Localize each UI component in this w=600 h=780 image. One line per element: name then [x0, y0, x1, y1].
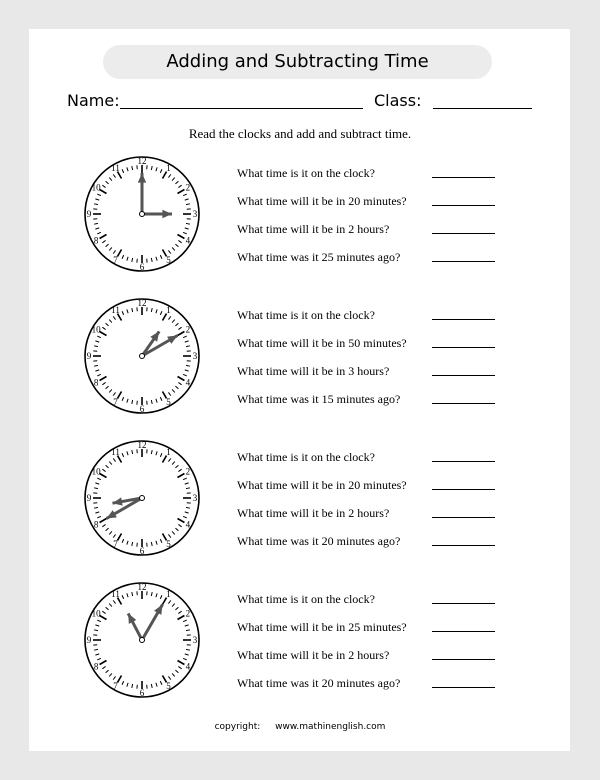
question-text: What time was it 20 minutes ago?: [237, 534, 401, 548]
clock-number: 5: [166, 396, 171, 407]
clock-number: 1: [166, 163, 171, 174]
clock-number: 4: [185, 661, 191, 672]
clock-number: 6: [139, 262, 145, 272]
clock-number: 10: [91, 182, 101, 193]
footer: [0, 722, 600, 732]
website-link[interactable]: www.mathinenglish.com: [275, 722, 386, 732]
clock-number: 1: [166, 447, 171, 458]
question-text: What time will it be in 25 minutes?: [237, 620, 407, 634]
clock-number: 2: [185, 182, 191, 193]
clock-number: 5: [166, 254, 171, 265]
clock-number: 10: [91, 608, 101, 619]
clock-number: 8: [93, 377, 99, 388]
question-text: What time is it on the clock?: [237, 592, 375, 606]
clock-number: 9: [86, 209, 92, 219]
clock-number: 4: [185, 377, 191, 388]
question-text: What time will it be in 2 hours?: [237, 506, 390, 520]
clock-number: 10: [91, 466, 101, 477]
clock-number: 11: [111, 163, 120, 174]
clock-number: 12: [137, 298, 147, 308]
answer-field[interactable]: [432, 631, 495, 632]
answer-field[interactable]: [432, 603, 495, 604]
question-text: What time was it 25 minutes ago?: [237, 250, 401, 264]
question-text: What time is it on the clock?: [237, 166, 375, 180]
clock-number: 4: [185, 235, 191, 246]
clock-number: 6: [139, 404, 145, 414]
clock-number: 1: [166, 589, 171, 600]
clock-number: 2: [185, 466, 191, 477]
question-text: What time was it 20 minutes ago?: [237, 676, 401, 690]
clock-number: 6: [139, 688, 145, 698]
answer-field[interactable]: [432, 461, 495, 462]
answer-field[interactable]: [432, 319, 495, 320]
answer-field[interactable]: [432, 403, 495, 404]
instructions: Read the clocks and add and subtract time.: [188, 126, 412, 141]
clock-number: 8: [93, 661, 99, 672]
question-text: What time will it be in 20 minutes?: [237, 478, 407, 492]
clock-number: 3: [192, 351, 198, 361]
class-field[interactable]: [433, 108, 532, 109]
clock-number: 12: [137, 156, 147, 166]
clock-center: [140, 354, 145, 359]
clock-number: 9: [86, 635, 92, 645]
clock-number: 12: [137, 440, 147, 450]
clock-number: 5: [166, 538, 171, 549]
analog-clock: [82, 154, 202, 274]
name-label: Name:: [67, 91, 120, 110]
question-text: What time will it be in 2 hours?: [237, 648, 390, 662]
clock-number: 7: [113, 538, 118, 549]
clock-number: 11: [111, 589, 120, 600]
clock-number: 11: [111, 447, 120, 458]
clock-center: [140, 212, 145, 217]
class-label: Class:: [374, 91, 422, 110]
page-title: Adding and Subtracting Time: [103, 45, 492, 79]
question-text: What time will it be in 50 minutes?: [237, 336, 407, 350]
clock-number: 7: [113, 396, 118, 407]
clock-number: 2: [185, 324, 191, 335]
answer-field[interactable]: [432, 347, 495, 348]
clock-center: [140, 496, 145, 501]
clock-number: 1: [166, 305, 171, 316]
clock-number: 8: [93, 519, 99, 530]
clock-number: 8: [93, 235, 99, 246]
answer-field[interactable]: [432, 517, 495, 518]
clock-number: 9: [86, 493, 92, 503]
question-text: What time will it be in 2 hours?: [237, 222, 390, 236]
question-text: What time will it be in 20 minutes?: [237, 194, 407, 208]
clock-number: 9: [86, 351, 92, 361]
question-text: What time is it on the clock?: [237, 450, 375, 464]
copyright-label: copyright:: [214, 722, 261, 732]
clock-number: 2: [185, 608, 191, 619]
analog-clock: [82, 296, 202, 416]
clock-center: [140, 638, 145, 643]
name-field[interactable]: [120, 108, 363, 109]
analog-clock: [82, 580, 202, 700]
answer-field[interactable]: [432, 687, 495, 688]
answer-field[interactable]: [432, 233, 495, 234]
question-text: What time was it 15 minutes ago?: [237, 392, 401, 406]
answer-field[interactable]: [432, 375, 495, 376]
clock-number: 6: [139, 546, 145, 556]
question-text: What time is it on the clock?: [237, 308, 375, 322]
answer-field[interactable]: [432, 659, 495, 660]
clock-number: 7: [113, 254, 118, 265]
clock-number: 10: [91, 324, 101, 335]
clock-number: 3: [192, 635, 198, 645]
clock-number: 12: [137, 582, 147, 592]
answer-field[interactable]: [432, 205, 495, 206]
answer-field[interactable]: [432, 261, 495, 262]
question-text: What time will it be in 3 hours?: [237, 364, 390, 378]
clock-number: 3: [192, 209, 198, 219]
clock-number: 3: [192, 493, 198, 503]
answer-field[interactable]: [432, 545, 495, 546]
clock-number: 4: [185, 519, 191, 530]
answer-field[interactable]: [432, 177, 495, 178]
answer-field[interactable]: [432, 489, 495, 490]
clock-number: 11: [111, 305, 120, 316]
analog-clock: [82, 438, 202, 558]
clock-number: 7: [113, 680, 118, 691]
clock-number: 5: [166, 680, 171, 691]
